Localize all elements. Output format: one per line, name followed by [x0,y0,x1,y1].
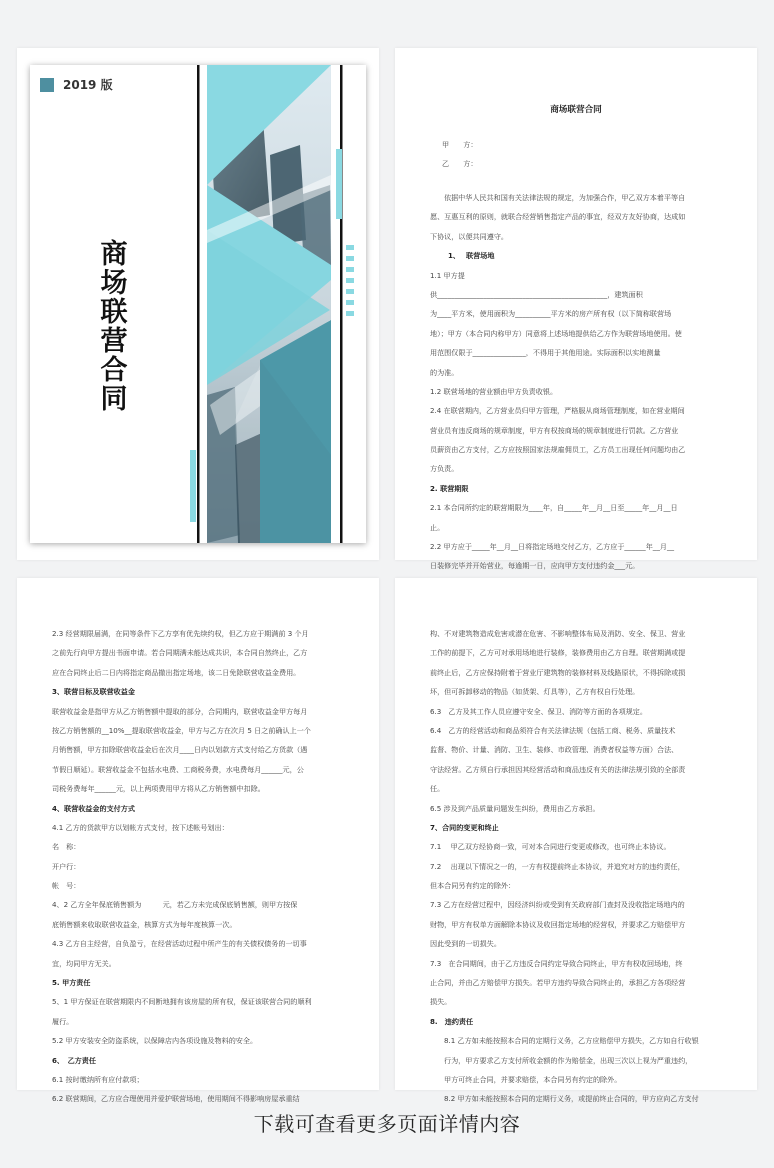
cover-graphic [30,65,366,543]
edition-label: 2019 版 [63,78,113,92]
body-line: 之前先行向甲方提出书面申请。若合同期满未能达成共识，本合同自然终止，乙方 [52,648,308,658]
body-line: 愿、互惠互利的原则，就联合经营销售指定产品的事宜，经双方友好协商，达成如 [430,212,686,222]
contract-page-2 [17,578,379,1104]
body-line: 6.4 乙方的经营活动和商品须符合有关法律法规（包括工商、税务、质量技术 [430,725,676,735]
body-line: 员薪资由乙方支付，乙方应按照国家法规雇佣员工，乙方员工出现任何问题均由乙 [430,445,686,455]
body-line: 损失。 [430,997,452,1007]
body-line: 名 称： [52,842,81,852]
cover-title-char: 合 [100,355,128,386]
body-line: 2.4 在联营期内，乙方营业员归甲方管理，严格服从商场管理制度，如在营业期间 [430,406,685,416]
cover-title-char: 商 [100,239,128,270]
contract-body [430,624,722,1109]
body-line: 4.3 乙方自主经营，自负盈亏，在经营活动过程中所产生的有关债权债务的一切事 [52,939,307,949]
body-line: 1.2 联营场地的营业额由甲方负责收银。 [430,386,558,396]
body-line: 下协议，以便共同遵守。 [430,231,509,241]
body-line: 宜，均同甲方无关。 [52,958,116,968]
body-line: 地）；甲方（本合同内称甲方）同意将上述场地提供给乙方作为联营场地使用。使 [430,328,682,338]
body-line: 为____平方米，使用面积为__________平方米的房产所有权（以下简称联营场 [430,309,672,319]
body-line: 7.2 出现以下情况之一的，一方有权提前终止本协议，并追究对方的违约责任， [430,861,685,871]
contract-body [430,188,722,576]
edition-marker [40,78,54,92]
body-line: 工作的前提下，乙方可对承用场地进行装修，装修费用由乙方自理。联营期满或提 [430,648,686,658]
body-line: 8.1 乙方如未能按照本合同的定期行义务，乙方应赔偿甲方损失，乙方如自行收银 [444,1036,699,1046]
contract-title: 商场联营合同 [550,105,602,115]
section-heading: 1、 联营场地 [448,251,495,261]
body-line: 供________________________________________________，建筑面积 [430,289,643,299]
body-line: 1.1 甲方提 [430,270,465,280]
section-heading: 2. 联营期限 [430,483,469,493]
contract-page-3 [395,578,757,1104]
section-heading: 5. 甲方责任 [52,978,91,988]
body-line: 5.2 甲方安装安全防盗系统，以保障店内各项设施及物料的安全。 [52,1036,258,1046]
body-line: 依据中华人民共和国有关法律法规的规定，为加强合作，甲乙双方本着平等自 [444,193,686,202]
body-line: 日装修完毕并开始营业，每逾期一日，应向甲方支付违约金___元。 [430,561,640,571]
body-line: 守法经营。乙方须自行承担因其经营活动和商品违反有关的法律法规引致的全部责 [430,764,686,774]
cover-title [99,240,129,414]
body-line: 营业员有违反商场的规章制度，甲方有权按商场的规章制度进行罚款。乙方营业 [430,425,679,435]
body-line: 前终止后，乙方应保持附着于营业厅建筑物的装修材料及线路原状，不得拆除或损 [430,667,686,677]
body-line: 帐 号： [52,881,81,891]
cover-sheet [30,65,366,543]
party-b-label: 乙 方： [442,159,478,168]
body-line: 用范围仅限于_______________，不得用于其他用途。实际面积以实地测量 [430,348,661,358]
contract-body [52,624,344,1109]
download-more-notice: 下载可查看更多页面详情内容 [253,1112,521,1136]
body-line: 司税务费每年______元，以上两项费用甲方将从乙方销售额中扣除。 [52,784,265,794]
body-line: 任。 [430,784,445,794]
body-line: 5、1 甲方保证在联营期限内不间断地拥有该房屋的所有权，保证该联营合同的顺利 [52,997,312,1007]
body-line: 构、不对建筑物造成危害或潜在危害、不影响整体布局及消防、安全、保卫、营业 [430,629,686,638]
body-line: 止合同，并由乙方赔偿甲方损失。若甲方违约导致合同终止的，承担乙方各项经营 [430,978,686,988]
body-line: 甲方可终止合同，并要求赔偿，本合同另有约定的除外。 [444,1074,622,1084]
body-line: 6.3 乙方及其工作人员应遵守安全、保卫、消防等方面的各项规定。 [430,706,647,716]
cover-title-char: 同 [100,384,128,415]
body-line: 6.5 涉及到产品质量问题发生纠纷，费用由乙方承担。 [430,803,600,813]
section-heading: 3、联营目标及联营收益金 [52,687,135,697]
cover-title-char: 联 [100,297,128,328]
body-line: 7.1 甲乙双方经协商一致，可对本合同进行变更或修改，也可终止本协议。 [430,842,671,852]
cover-title-char: 场 [100,268,128,299]
body-line: 2.1 本合同所约定的联营期限为____年，自_____年__月__日至_____年__月__日 [430,503,678,513]
body-line: 但本合同另有约定的除外： [430,881,516,891]
body-line: 联营收益金是指甲方从乙方销售额中提取的部分，合同期内，联营收益金甲方每月 [52,706,308,716]
section-heading: 8. 违约责任 [430,1016,474,1026]
body-line: 因此受到的一切损失。 [430,939,501,949]
body-line: 7.3 乙方在经营过程中，因经济纠纷或受到有关政府部门查封及没收指定场地内的 [430,900,685,910]
body-line: 4、2 乙方全年保底销售额为 元，若乙方未完成保底销售额，则甲方按保 [52,900,298,910]
body-line: 监督、物价、计量、消防、卫生、装修、市政管理、消费者权益等方面）合法、 [430,745,679,755]
body-line: 方负责。 [430,464,459,474]
party-a-label: 甲 方： [442,140,478,149]
body-line: 坏，但可拆卸移动的物品（如货架、灯具等），乙方有权自行处理。 [430,687,640,697]
contract-page-1 [395,48,757,571]
body-line: 财物，甲方有权单方面解除本协议及收回指定场地的经营权，并要求乙方赔偿甲方 [430,919,686,929]
body-line: 6.2 联营期间，乙方应合理使用并爱护联营场地，使用期间不得影响房屋承重结 [52,1094,300,1104]
cover-title-char: 营 [100,326,128,357]
body-line: 按乙方销售额的__10%__提取联营收益金，甲方与乙方在次月 5 日之前确认上一个 [52,725,311,735]
body-line: 6.1 按时缴纳所有应付款项； [52,1074,144,1084]
body-line: 2.2 甲方应于_____年__月__日将指定场地交付乙方，乙方应于______年__月__ [430,542,675,552]
body-line: 2.3 经营期限届满，在同等条件下乙方享有优先续约权，但乙方应于期满前 3 个月 [52,629,309,638]
body-line: 行为，甲方要求乙方支付所收金额的作为赔偿金，出现三次以上视为严重违约， [444,1055,693,1065]
body-line: 8.2 甲方如未能按照本合同的定期行义务，或提前终止合同的，甲方应向乙方支付 [444,1094,699,1104]
body-line: 止。 [430,522,445,532]
section-heading: 4、联营收益金的支付方式 [52,803,135,813]
body-line: 节假日顺延）。联营收益金不包括水电费、工商税务费，水电费每月______元，公 [52,764,304,774]
body-line: 的为准。 [430,367,459,377]
section-heading: 6、 乙方责任 [52,1055,96,1065]
body-line: 7.3 在合同期间，由于乙方违反合同约定导致合同终止，甲方有权收回场地，终 [430,958,683,968]
cover-page [17,48,379,560]
body-line: 底销售额来收取联营收益金，核算方式为每年度核算一次。 [52,919,237,929]
body-line: 4.1 乙方的货款甲方以划帐方式支付，按下述帐号划出： [52,822,229,832]
body-line: 开户行： [52,861,81,871]
section-heading: 7、合同的变更和终止 [430,822,499,832]
body-line: 履行。 [52,1016,74,1026]
body-line: 应在合同终止后二日内将指定商品撤出指定场地，该二日免除联营收益金费用。 [52,667,301,677]
body-line: 月销售额，甲方扣除联营收益金后在次月____日内以划款方式支付给乙方货款（遇 [52,745,308,755]
